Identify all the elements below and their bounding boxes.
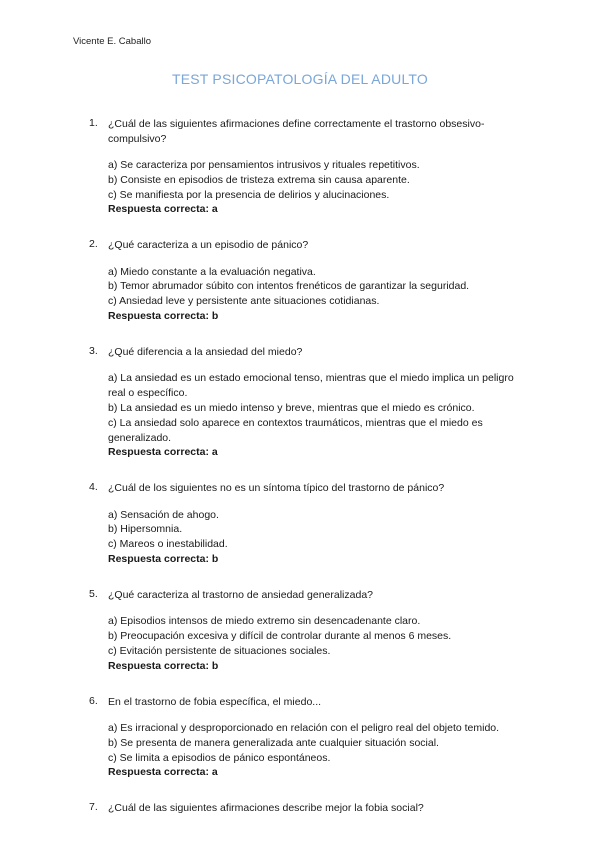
- document-title: TEST PSICOPATOLOGÍA DEL ADULTO: [171, 71, 428, 87]
- option-c: c) Se limita a episodios de pánico espontáneos.: [108, 751, 331, 764]
- question-item: [0, 238, 600, 324]
- option-a: a) Sensación de ahogo.: [108, 508, 219, 521]
- option-b: b) Preocupación excesiva y difícil de controlar durante al menos 6 meses.: [108, 630, 452, 643]
- options-list: [108, 371, 528, 460]
- question-text: ¿Qué caracteriza a un episodio de pánico?: [108, 239, 309, 252]
- options-list: [108, 721, 528, 780]
- option-c: c) Mareos o inestabilidad.: [108, 538, 228, 551]
- question-text: ¿Cuál de los siguientes no es un síntoma típico del trastorno de pánico?: [108, 482, 445, 495]
- question-number: 7.: [89, 801, 98, 814]
- question-number: 3.: [89, 344, 98, 357]
- question-text: ¿Cuál de las siguientes afirmaciones define correctamente el trastorno obsesivo-compulsivo?: [108, 118, 485, 145]
- option-c: c) Se manifiesta por la presencia de delirios y alucinaciones.: [108, 188, 390, 201]
- question-number: 5.: [89, 587, 98, 600]
- correct-answer: Respuesta correcta: a: [108, 203, 218, 216]
- option-a: a) Miedo constante a la evaluación negativa.: [108, 265, 316, 278]
- question-number: 2.: [89, 238, 98, 251]
- option-b: b) Consiste en episodios de tristeza extrema sin causa aparente.: [108, 173, 410, 186]
- options-list: [108, 614, 528, 673]
- option-b: b) Hipersomnia.: [108, 523, 183, 536]
- question-item: [0, 801, 600, 816]
- question-item: [0, 345, 600, 460]
- option-a: a) Episodios intensos de miedo extremo sin desencadenante claro.: [108, 615, 421, 628]
- correct-answer: Respuesta correcta: a: [108, 766, 218, 779]
- correct-answer: Respuesta correcta: a: [108, 446, 218, 459]
- correct-answer: Respuesta correcta: b: [108, 659, 219, 672]
- question-item: [0, 117, 600, 217]
- question-number: 1.: [89, 117, 98, 129]
- option-b: b) La ansiedad es un miedo intenso y breve, mientras que el miedo es crónico.: [108, 401, 475, 414]
- question-text: ¿Cuál de las siguientes afirmaciones describe mejor la fobia social?: [108, 802, 424, 815]
- question-text: ¿Qué diferencia a la ansiedad del miedo?: [108, 345, 303, 358]
- question-item: [0, 588, 600, 674]
- question-list: [0, 117, 600, 837]
- option-a: a) Es irracional y desproporcionado en relación con el peligro real del objeto temido.: [108, 722, 500, 735]
- option-b: b) Se presenta de manera generalizada ante cualquier situación social.: [108, 736, 439, 749]
- question-number: 6.: [89, 694, 98, 707]
- correct-answer: Respuesta correcta: b: [108, 310, 219, 323]
- options-list: [108, 158, 528, 217]
- question-number: 4.: [89, 481, 98, 494]
- option-a: a) Se caracteriza por pensamientos intrusivos y rituales repetitivos.: [108, 159, 420, 171]
- options-list: [108, 265, 528, 324]
- option-b: b) Temor abrumador súbito con intentos frenéticos de garantizar la seguridad.: [108, 280, 470, 293]
- question-item: [0, 481, 600, 567]
- options-list: [108, 508, 528, 567]
- question-item: [0, 695, 600, 781]
- author-name: Vicente E. Caballo: [73, 36, 151, 47]
- option-c: c) Evitación persistente de situaciones sociales.: [108, 644, 331, 657]
- correct-answer: Respuesta correcta: b: [108, 553, 219, 566]
- option-c: c) La ansiedad solo aparece en contextos traumáticos, mientras que el miedo es generalizado.: [108, 416, 483, 444]
- question-text: En el trastorno de fobia específica, el miedo...: [108, 695, 322, 708]
- question-text: ¿Qué caracteriza al trastorno de ansiedad generalizada?: [108, 588, 373, 601]
- option-a: a) La ansiedad es un estado emocional tenso, mientras que el miedo implica un peligro real o específico.: [108, 372, 514, 400]
- option-c: c) Ansiedad leve y persistente ante situaciones cotidianas.: [108, 295, 380, 308]
